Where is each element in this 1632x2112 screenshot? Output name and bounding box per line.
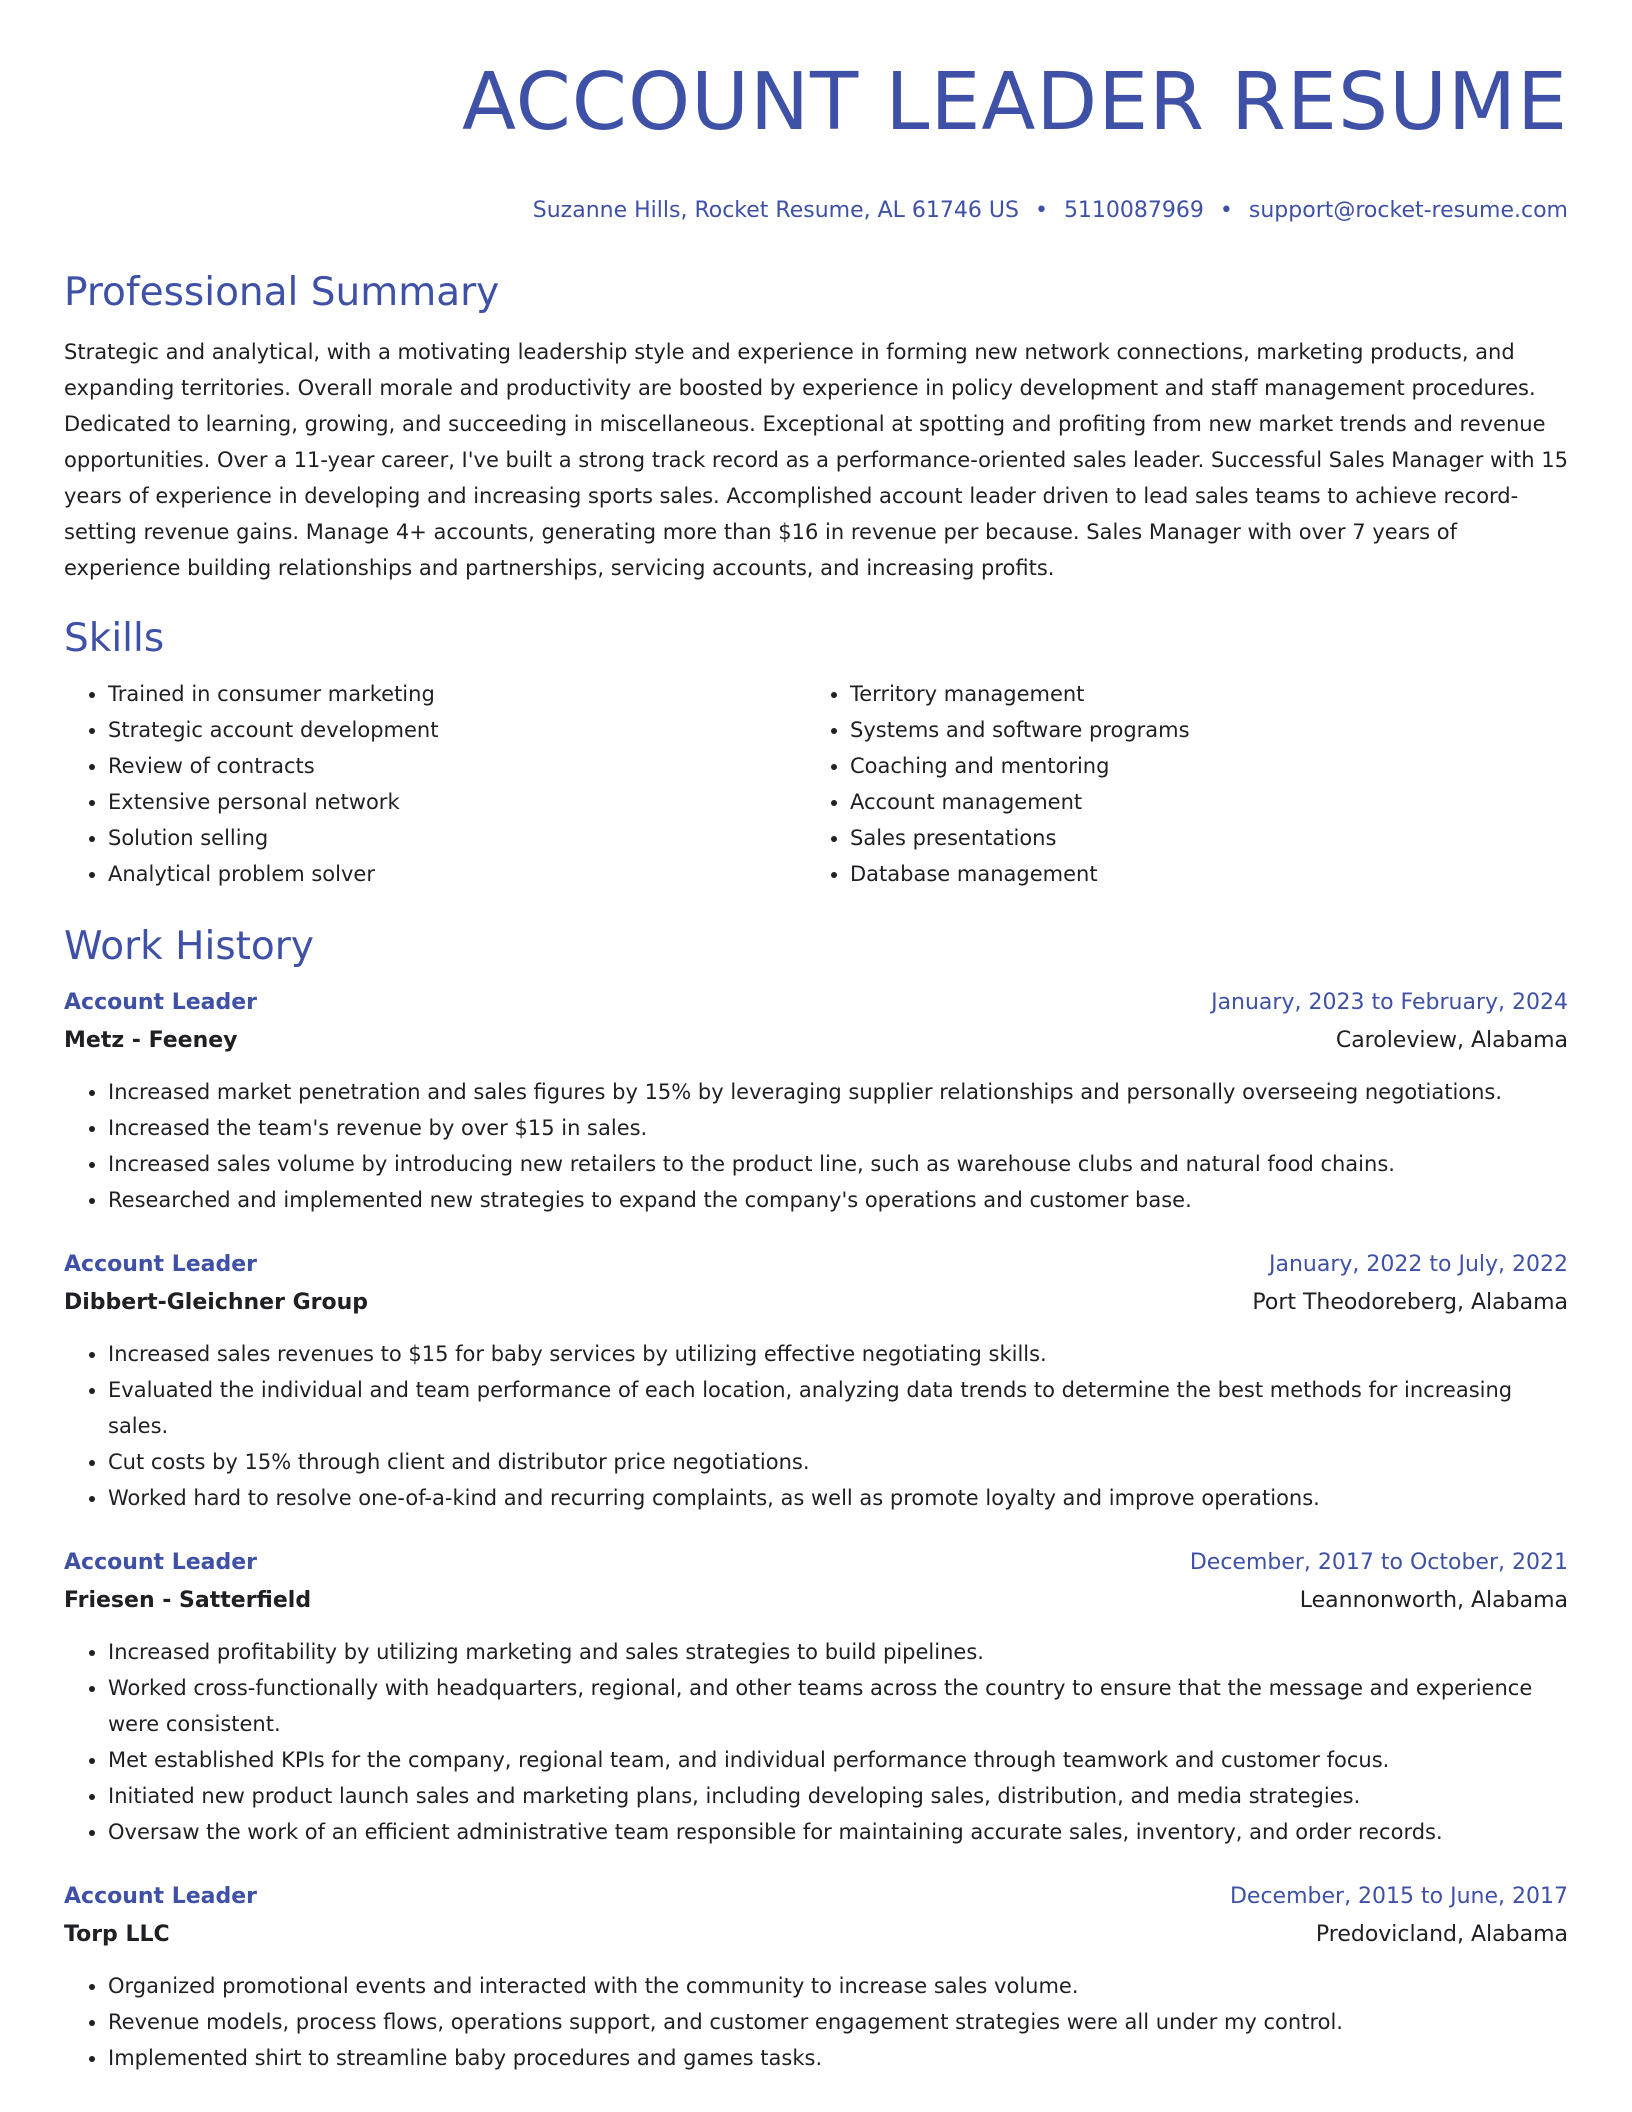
job-bullet: • Increased sales volume by introducing new retailers to the product line, such as warehouse clubs and natural food chains. [108, 1146, 1568, 1182]
job-entry [64, 1544, 1568, 1850]
job-title: Account Leader [64, 1252, 258, 1277]
skill-item: • Database management [850, 856, 1548, 892]
contact-line [64, 196, 1568, 226]
job-bullet: • Increased profitability by utilizing marketing and sales strategies to build pipelines. [108, 1634, 1568, 1670]
skill-item: • Strategic account development [108, 712, 806, 748]
job-bullet: • Evaluated the individual and team performance of each location, analyzing data trends to determine the best methods for increasing sales. [108, 1372, 1568, 1444]
job-bullets [64, 1336, 1568, 1516]
contact-separator: • [1034, 198, 1048, 223]
job-bullet: • Revenue models, process flows, operations support, and customer engagement strategies were all under my control. [108, 2004, 1568, 2040]
skill-item: • Review of contracts [108, 748, 806, 784]
skills-heading: Skills [64, 616, 165, 661]
job-header-row [64, 984, 1568, 1022]
skill-item: • Analytical problem solver [108, 856, 806, 892]
job-bullet: • Met established KPIs for the company, regional team, and individual performance through teamwork and customer focus. [108, 1742, 1568, 1778]
job-bullets [64, 1634, 1568, 1850]
work-history-heading: Work History [64, 924, 314, 969]
skill-item: • Systems and software programs [850, 712, 1548, 748]
job-title: Account Leader [64, 1884, 258, 1909]
job-header-row [64, 1878, 1568, 1916]
job-header-row [64, 1544, 1568, 1582]
summary-heading: Professional Summary [64, 270, 500, 315]
job-bullet: • Researched and implemented new strategies to expand the company's operations and customer base. [108, 1182, 1568, 1218]
skills-list [64, 676, 1568, 892]
contact-address: Suzanne Hills, Rocket Resume, AL 61746 US [532, 198, 1019, 223]
job-location: Port Theodoreberg, Alabama [1252, 1290, 1568, 1315]
resume-page [64, 0, 1568, 2076]
skill-item: • Extensive personal network [108, 784, 806, 820]
skill-item: • Solution selling [108, 820, 806, 856]
job-bullet: • Worked cross-functionally with headquarters, regional, and other teams across the country to ensure that the message and experience were consistent. [108, 1670, 1568, 1742]
job-bullet: • Increased sales revenues to $15 for baby services by utilizing effective negotiating skills. [108, 1336, 1568, 1372]
job-dates: January, 2022 to July, 2022 [1269, 1252, 1568, 1277]
job-dates: January, 2023 to February, 2024 [1211, 990, 1568, 1015]
job-bullet: • Implemented shirt to streamline baby procedures and games tasks. [108, 2040, 1568, 2076]
job-location: Caroleview, Alabama [1335, 1028, 1568, 1053]
job-location: Predovicland, Alabama [1315, 1922, 1568, 1947]
job-dates: December, 2015 to June, 2017 [1229, 1884, 1568, 1909]
job-bullet: • Organized promotional events and interacted with the community to increase sales volume. [108, 1968, 1568, 2004]
contact-phone: 5110087969 [1063, 198, 1204, 223]
job-company-row [64, 1916, 1568, 1954]
job-entry [64, 1246, 1568, 1516]
summary-text: Strategic and analytical, with a motivating leadership style and experience in forming new network connections, marketing products, and expanding territories. Overall morale and productivity are boosted by experience in policy development and staff management procedures. Dedicated to learning, growing, and succeeding in miscellaneous. Exceptional at spotting and profiting from new market trends and revenue opportunities. Over a 11-year career, I've built a strong track record as a performance-oriented sales leader. Successful Sales Manager with 15 years of experience in developing and increasing sports sales. Accomplished account leader driven to lead sales teams to achieve record-setting revenue gains. Manage 4+ accounts, generating more than $16 in revenue per because. Sales Manager with over 7 years of experience building relationships and partnerships, servicing accounts, and increasing profits. [64, 340, 1568, 580]
skill-item: • Sales presentations [850, 820, 1548, 856]
job-dates: December, 2017 to October, 2021 [1189, 1550, 1568, 1575]
job-bullet: • Cut costs by 15% through client and distributor price negotiations. [108, 1444, 1568, 1480]
job-title: Account Leader [64, 990, 258, 1015]
skill-item: • Territory management [850, 676, 1548, 712]
job-title: Account Leader [64, 1550, 258, 1575]
skills-column-right [806, 676, 1548, 892]
job-entry [64, 1878, 1568, 2076]
job-company-row [64, 1582, 1568, 1620]
job-company-row [64, 1022, 1568, 1060]
job-company-row [64, 1284, 1568, 1322]
page-title: ACCOUNT LEADER RESUME [461, 56, 1568, 148]
job-bullet: • Increased the team's revenue by over $15 in sales. [108, 1110, 1568, 1146]
contact-separator: • [1219, 198, 1233, 223]
job-bullets [64, 1074, 1568, 1218]
job-bullet: • Increased market penetration and sales figures by 15% by leveraging supplier relationships and personally overseeing negotiations. [108, 1074, 1568, 1110]
skill-item: • Account management [850, 784, 1548, 820]
job-location: Leannonworth, Alabama [1299, 1588, 1568, 1613]
skills-column-left [64, 676, 806, 892]
job-bullet: • Initiated new product launch sales and marketing plans, including developing sales, distribution, and media strategies. [108, 1778, 1568, 1814]
job-header-row [64, 1246, 1568, 1284]
job-bullet: • Worked hard to resolve one-of-a-kind and recurring complaints, as well as promote loyalty and improve operations. [108, 1480, 1568, 1516]
job-company: Torp LLC [64, 1922, 170, 1947]
skill-item: • Trained in consumer marketing [108, 676, 806, 712]
contact-email: support@rocket-resume.com [1248, 198, 1568, 223]
skill-item: • Coaching and mentoring [850, 748, 1548, 784]
job-entry [64, 984, 1568, 1218]
job-company: Metz - Feeney [64, 1028, 238, 1053]
job-company: Friesen - Satterfield [64, 1588, 312, 1613]
job-company: Dibbert-Gleichner Group [64, 1290, 369, 1315]
job-bullet: • Oversaw the work of an efficient administrative team responsible for maintaining accurate sales, inventory, and order records. [108, 1814, 1568, 1850]
job-bullets [64, 1968, 1568, 2076]
